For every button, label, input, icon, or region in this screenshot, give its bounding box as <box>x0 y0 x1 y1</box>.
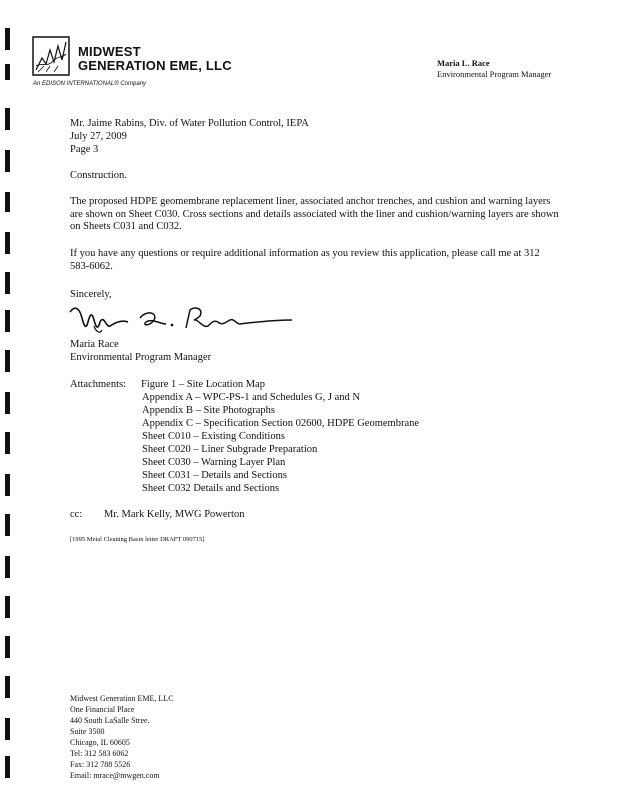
letterhead-signatory-name: Maria L. Race <box>437 58 490 68</box>
attachment-item: Sheet C032 Details and Sections <box>142 483 280 494</box>
footer-address-line: Suite 3500 <box>70 727 105 736</box>
cc-label: cc: <box>70 509 83 520</box>
company-name-line2: GENERATION EME, LLC <box>78 58 232 73</box>
attachment-item: Appendix B – Site Photographs <box>142 405 275 416</box>
reference-note: [1995 Metal Cleaning Basin letter DRAFT 090715] <box>70 536 205 543</box>
cc-recipient: Mr. Mark Kelly, MWG Powerton <box>104 509 245 520</box>
company-logo-icon <box>32 36 70 76</box>
footer-fax: Fax: 312 788 5526 <box>70 760 131 769</box>
attachment-item: Sheet C031 – Details and Sections <box>142 470 287 481</box>
recipient-line: Mr. Jaime Rabins, Div. of Water Pollution Control, IEPA <box>70 118 309 129</box>
attachment-item: Sheet C020 – Liner Subgrade Preparation <box>142 444 318 455</box>
body-paragraph-3: If you have any questions or require additional information as you review this application, please call me at 312 583-6062. <box>70 248 540 272</box>
footer-email: Email: mrace@mwgen.com <box>70 771 160 780</box>
footer-address-line: One Financial Place <box>70 705 135 714</box>
body-paragraph-2: The proposed HDPE geomembrane replacement liner, associated anchor trenches, and cushion and warning layers are shown on Sheet C030. Cross sections and details associated with the liner and cushion/warning layers are shown on Sheets C031 and C032. <box>70 196 559 232</box>
signer-name: Maria Race <box>70 339 119 350</box>
signature-icon <box>66 300 296 336</box>
footer-address-line: 440 South LaSalle Stree. <box>70 716 150 725</box>
attachment-item: Figure 1 – Site Location Map <box>141 379 265 390</box>
attachment-item: Sheet C030 – Warning Layer Plan <box>142 457 286 468</box>
attachment-item: Sheet C010 – Existing Conditions <box>142 431 285 442</box>
attachments-label: Attachments: <box>70 379 126 390</box>
closing: Sincerely, <box>70 289 112 300</box>
company-subtitle: An EDISON INTERNATIONAL® Company <box>33 81 147 87</box>
page-number: Page 3 <box>70 144 99 155</box>
footer-tel: Tel: 312 583 6062 <box>70 749 129 758</box>
letterhead-signatory-title: Environmental Program Manager <box>437 69 552 79</box>
attachment-item: Appendix A – WPC-PS-1 and Schedules G, J and N <box>142 392 360 403</box>
letter-date: July 27, 2009 <box>70 131 127 142</box>
attachment-item: Appendix C – Specification Section 02600, HDPE Geomembrane <box>142 418 420 429</box>
signer-title: Environmental Program Manager <box>70 352 212 363</box>
footer-company: Midwest Generation EME, LLC <box>70 694 174 703</box>
company-name-line1: MIDWEST <box>78 44 141 59</box>
footer-address-line: Chicago, IL 60605 <box>70 738 130 747</box>
body-paragraph-1: Construction. <box>70 170 127 181</box>
